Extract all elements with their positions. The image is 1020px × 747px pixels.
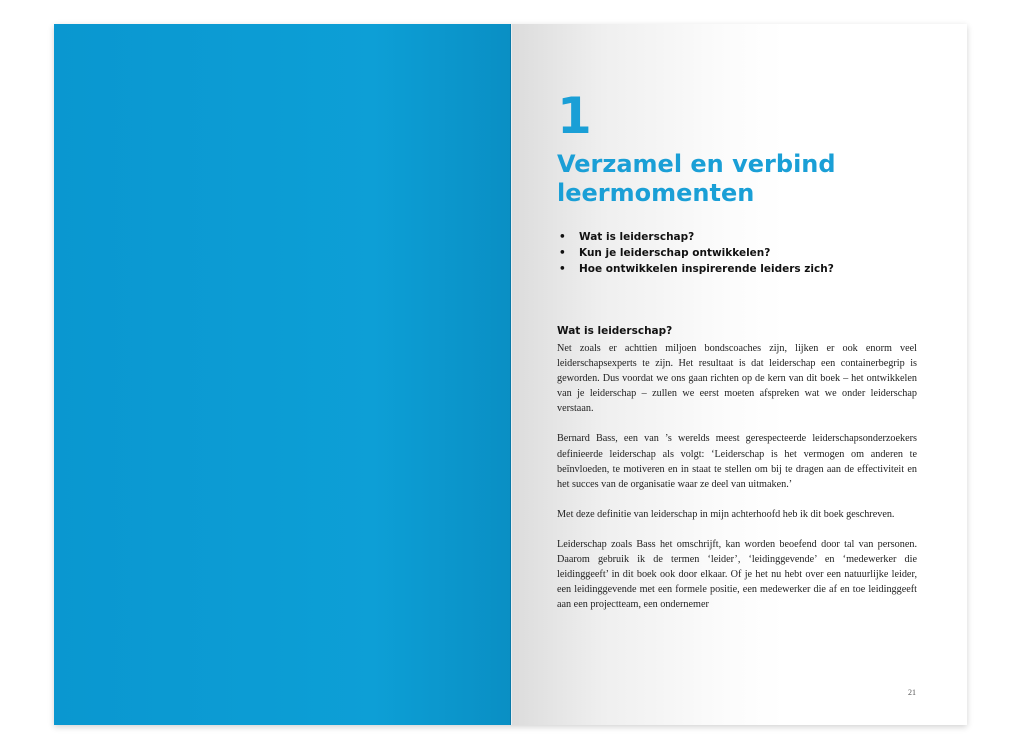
topic-text: Wat is leiderschap? (579, 231, 695, 243)
bullet-icon: • (559, 247, 566, 259)
topic-item (559, 261, 834, 277)
page-number: 21 (908, 688, 916, 697)
left-page-color-panel (54, 24, 511, 725)
topic-item (559, 229, 834, 245)
chapter-title-line: leermomenten (557, 179, 755, 207)
body-text (557, 341, 917, 627)
chapter-number: 1 (557, 87, 592, 145)
chapter-title-line: Verzamel en verbind (557, 150, 836, 178)
chapter-title (557, 150, 937, 208)
paragraph: Bernard Bass, een van ’s werelds meest gerespecteerde leiderschapsonderzoekers definieerde leiderschap als volgt: ‘Leiderschap is het vermogen om anderen te beïnvloeden, te motiveren en in staat te stellen om bij te dragen aan de effectiviteit en het succes van de organisatie waar ze deel van uitmaken.’ (557, 433, 917, 490)
book-spread (54, 24, 967, 725)
paragraph: Leiderschap zoals Bass het omschrijft, kan worden beoefend door tal van personen. Daarom gebruik ik de termen ‘leider’, ‘leidinggevende’ en ‘medewerker die leidinggeeft’ in dit boek ook door elkaar. Of je het nu hebt over een natuurlijke leider, een leidinggevende met een formele positie, een medewerker die af en toe leidinggeeft aan een projectteam, een ondernemer (557, 538, 917, 611)
topic-text: Hoe ontwikkelen inspirerende leiders zich? (579, 263, 834, 275)
paragraph: Met deze definitie van leiderschap in mijn achterhoofd heb ik dit boek geschreven. (557, 508, 895, 520)
topic-item (559, 245, 834, 261)
bullet-icon: • (559, 263, 566, 275)
bullet-icon: • (559, 231, 566, 243)
section-heading: Wat is leiderschap? (557, 325, 673, 337)
topic-text: Kun je leiderschap ontwikkelen? (579, 247, 771, 259)
chapter-topics-list (559, 229, 834, 277)
right-page (512, 24, 967, 725)
paragraph: Net zoals er achttien miljoen bondscoaches zijn, lijken er ook enorm veel leiderschapsexperts te zijn. Het resultaat is dat leiderschap een containerbegrip is geworden. Dus voordat we ons gaan richten op de kern van dit boek – het ontwikkelen van je leiderschap – zullen we eerst moeten afspreken wat we onder leiderschap verstaan. (557, 343, 917, 415)
